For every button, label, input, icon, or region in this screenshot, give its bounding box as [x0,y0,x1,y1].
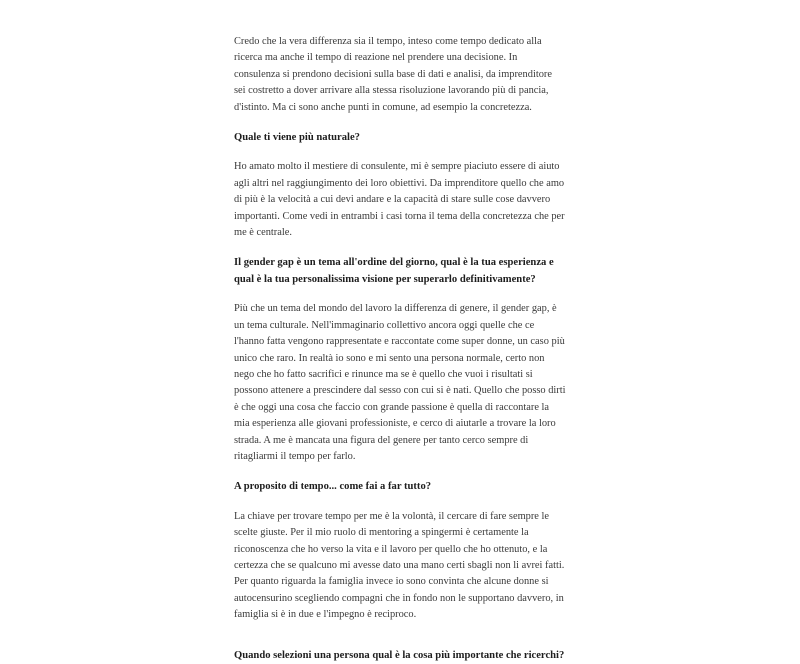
interview-question: Il gender gap è un tema all'ordine del giorno, qual è la tua esperienza e qual è la tua personalissima visione per superarlo definitivamente? [234,257,554,285]
interview-question: Quale ti viene più naturale? [234,132,360,144]
answer-paragraph: Credo che la vera differenza sia il tempo, inteso come tempo dedicato alla ricerca ma anche il tempo di reazione nel prendere una decisione. In consulenza si prendono decisioni sulla base di dati e analisi, da imprenditore sei costretto a dover arrivare alla stessa risoluzione lavorando più di pancia, d'istinto. Ma ci sono anche punti in comune, ad esempio la concretezza. [234,36,552,113]
answer-paragraph: La chiave per trovare tempo per me è la volontà, il cercare di fare sempre le scelte giuste. Per il mio ruolo di mentoring a spingermi è certamente la riconoscenza che ho verso la vita e il lavoro per quello che ho ottenuto, e la certezza che se qualcuno mi avesse dato una mano certi sbagli non li avrei fatti. Per quanto riguarda la famiglia invece io sono convinta che alcune donne si autocensurino scegliendo compagni che in fondo non le supportano davvero, in famiglia si è in due e l'impegno è reciproco. [234,510,565,621]
answer-paragraph: Più che un tema del mondo del lavoro la differenza di genere, il gender gap, è un tema culturale. Nell'immaginario collettivo ancora oggi quelle che ce l'hanno fatta vengono rappresentate e raccontate come super donne, un caso più unico che raro. In realtà io sono e mi sento una persona normale, certo non nego che ho fatto sacrifici e rinunce ma se è quello che vuoi i risultati si possono attenere a prescindere dal sesso con cui si è nati. Quello che posso dirti è che oggi una cosa che faccio con grande passione è quella di raccontare la mia esperienza alle giovani professioniste, e cerco di aiutarle a trovare la loro strada. A me è mancata una figura del genere per tanto cerco sempre di ritagliarmi il tempo per farlo. [234,303,566,462]
answer-paragraph: Ho amato molto il mestiere di consulente, mi è sempre piaciuto essere di aiuto agli altri nel raggiungimento dei loro obiettivi. Da imprenditore quello che amo di più è la velocità a cui devi andare e la capacità di stare sulle cose davvero importanti. Come vedi in entrambi i casi torna il tema della concretezza che per me è centrale. [234,161,565,239]
interview-question: A proposito di tempo... come fai a far tutto? [234,481,432,493]
article-body [234,34,566,664]
interview-question: Quando selezioni una persona qual è la cosa più importante che ricerchi? [234,649,565,661]
